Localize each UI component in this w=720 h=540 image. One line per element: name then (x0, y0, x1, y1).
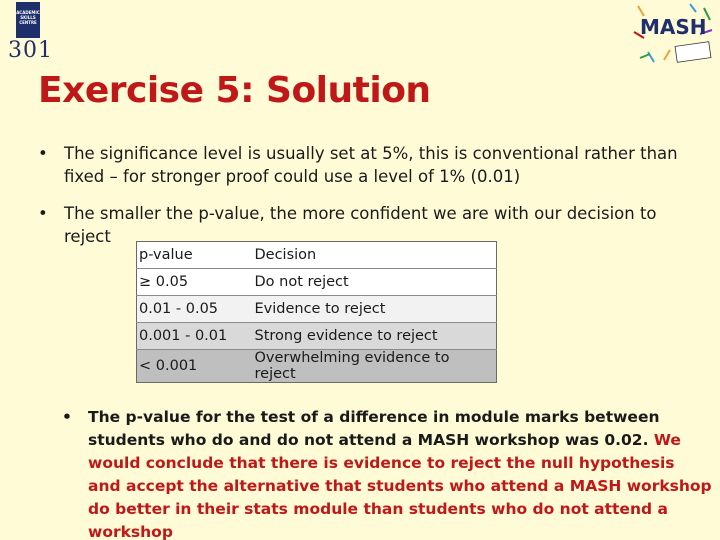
logo-number: 301 (8, 38, 53, 63)
conclusion-highlight: We would conclude that there is evidence to reject the null hypothesis and accept the alternative that students who attend a MASH workshop do better in their stats module than students who do not attend a workshop (88, 431, 712, 540)
table-row (137, 269, 497, 296)
bullet-dot: • (62, 408, 72, 426)
table-cell: ≥ 0.05 (137, 269, 253, 296)
bullet-text: The smaller the p-value, the more confident we are with our decision to reject (64, 204, 657, 246)
mash-logo-text: MASH (640, 15, 707, 39)
table-header-p-value: p-value (137, 242, 253, 269)
table-row (137, 350, 497, 383)
decision-table (136, 241, 497, 383)
table-row (137, 296, 497, 323)
bullet-conclusion (62, 406, 712, 540)
conclusion-text: The p-value for the test of a difference in module marks between students who do and do not attend a MASH workshop was 0.02. (88, 408, 660, 449)
bullet-dot: • (38, 204, 48, 223)
mash-logo (630, 2, 716, 78)
mash-logo-tag-icon (675, 42, 711, 63)
table-cell: Do not reject (253, 269, 497, 296)
bullet-dot: • (38, 144, 48, 163)
table-header-decision: Decision (253, 242, 497, 269)
table-row (137, 323, 497, 350)
bullet-significance (38, 142, 678, 188)
academic-skills-logo (4, 2, 64, 64)
bullet-text: The significance level is usually set at 5%, this is conventional rather than fixed – for stronger proof could use a level of 1% (0.01) (64, 144, 678, 186)
table-cell: 0.01 - 0.05 (137, 296, 253, 323)
table-cell: Overwhelming evidence to reject (253, 350, 497, 383)
table-cell: 0.001 - 0.01 (137, 323, 253, 350)
bullet-text (62, 406, 712, 540)
table-cell: < 0.001 (137, 350, 253, 383)
table-header-row (137, 242, 497, 269)
table-cell: Evidence to reject (253, 296, 497, 323)
page-title: Exercise 5: Solution (38, 70, 431, 111)
table-cell: Strong evidence to reject (253, 323, 497, 350)
logo-badge: ACADEMIC SKILLS CENTRE (16, 2, 40, 38)
